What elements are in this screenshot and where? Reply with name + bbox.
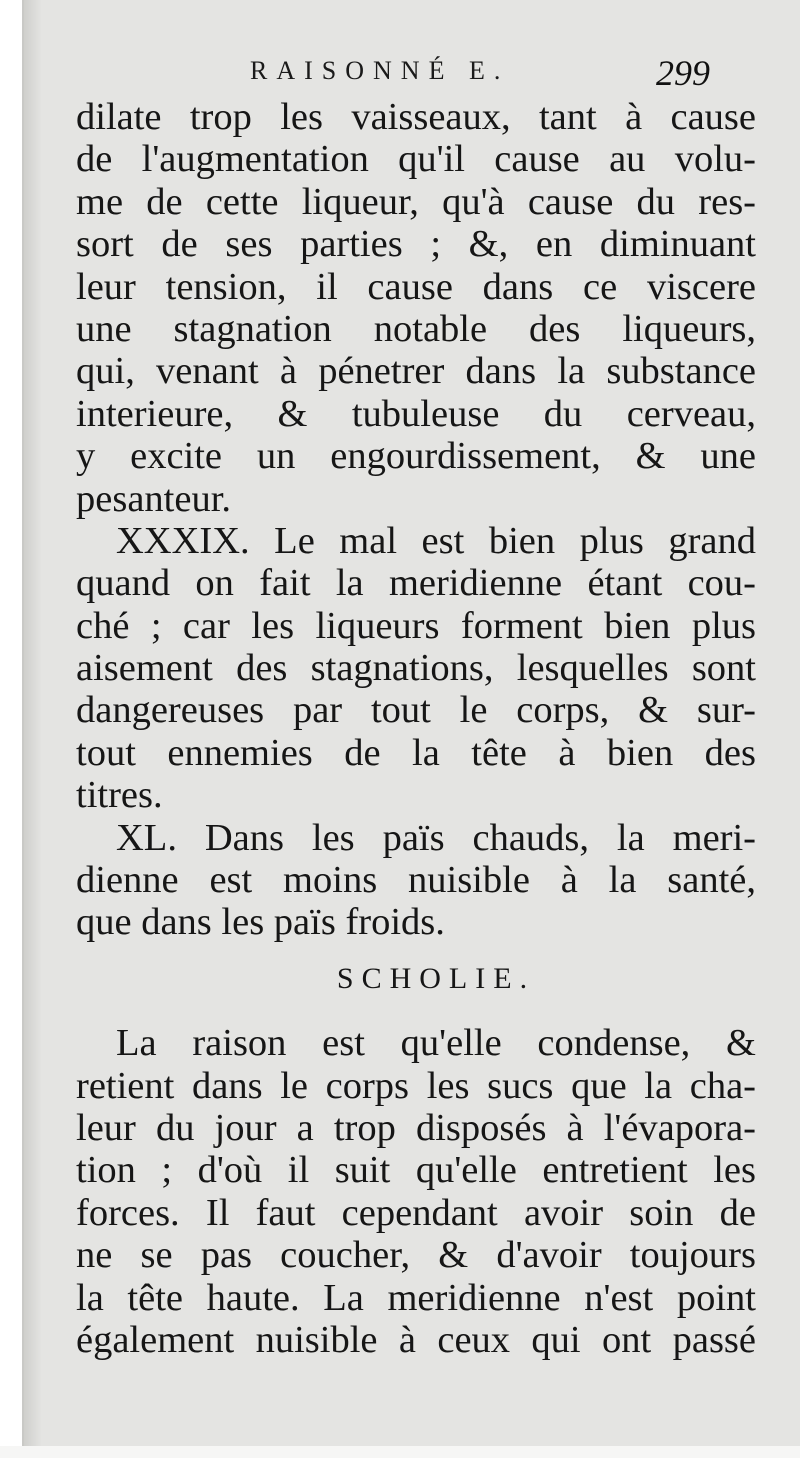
text-line: XXXIX. Le mal est bien plus grand xyxy=(116,519,756,562)
paragraph-xl xyxy=(76,817,756,944)
text-line: dienne est moins nuisible à la santé, xyxy=(76,859,756,902)
text-line: ché ; car les liqueurs forment bien plus xyxy=(76,604,756,647)
text-line: pesanteur. xyxy=(76,477,232,520)
paragraph-xxxix xyxy=(76,520,756,817)
text-line: la tête haute. La meridienne n'est point xyxy=(76,1276,756,1319)
book-page xyxy=(22,0,800,1446)
running-head-title: RAISONNÉ E. xyxy=(250,56,510,85)
paragraph-continuation xyxy=(76,96,756,520)
page-number: 299 xyxy=(656,53,710,93)
text-line: dangereuses par tout le corps, & sur- xyxy=(76,689,756,732)
running-head xyxy=(24,52,800,98)
text-line: quand on fait la meridienne étant cou- xyxy=(76,562,756,605)
text-line: tout ennemies de la tête à bien des xyxy=(76,731,756,774)
text-line: forces. Il faut cependant avoir soin de xyxy=(76,1191,756,1234)
text-line: leur du jour a trop disposés à l'évapora- xyxy=(76,1106,756,1149)
text-line: aisement des stagnations, lesquelles sont xyxy=(76,647,756,690)
text-line: titres. xyxy=(76,774,163,817)
section-heading-scholie: SCHOLIE. xyxy=(336,961,536,995)
text-line: La raison est qu'elle condense, & xyxy=(116,1022,756,1065)
text-line: y excite un engourdissement, & une xyxy=(76,435,756,478)
text-line: leur tension, il cause dans ce viscere xyxy=(76,265,756,308)
text-line: XL. Dans les païs chauds, la meri- xyxy=(116,816,756,859)
text-line: sort de ses parties ; &, en diminuant xyxy=(76,223,756,266)
text-line: de l'augmentation qu'il cause au volu- xyxy=(76,138,756,181)
text-line: tion ; d'où il suit qu'elle entretient les xyxy=(76,1149,756,1192)
text-line: me de cette liqueur, qu'à cause du res- xyxy=(76,180,756,223)
page-gutter-shadow xyxy=(24,0,42,1446)
paragraph-scholie xyxy=(76,1022,756,1361)
text-line: retient dans le corps les sucs que la cha- xyxy=(76,1064,756,1107)
text-line: une stagnation notable des liqueurs, xyxy=(76,307,756,350)
text-line: dilate trop les vaisseaux, tant à cause xyxy=(76,96,756,138)
text-line: que dans les païs froids. xyxy=(76,901,445,944)
text-line: également nuisible à ceux qui ont passé xyxy=(76,1318,756,1361)
text-line: interieure, & tubuleuse du cerveau, xyxy=(76,392,756,435)
text-line: ne se pas coucher, & d'avoir toujours xyxy=(76,1234,756,1277)
page-text xyxy=(76,96,756,1361)
page-bottom-edge xyxy=(0,1446,800,1458)
text-line: qui, venant à pénetrer dans la substance xyxy=(76,350,756,393)
